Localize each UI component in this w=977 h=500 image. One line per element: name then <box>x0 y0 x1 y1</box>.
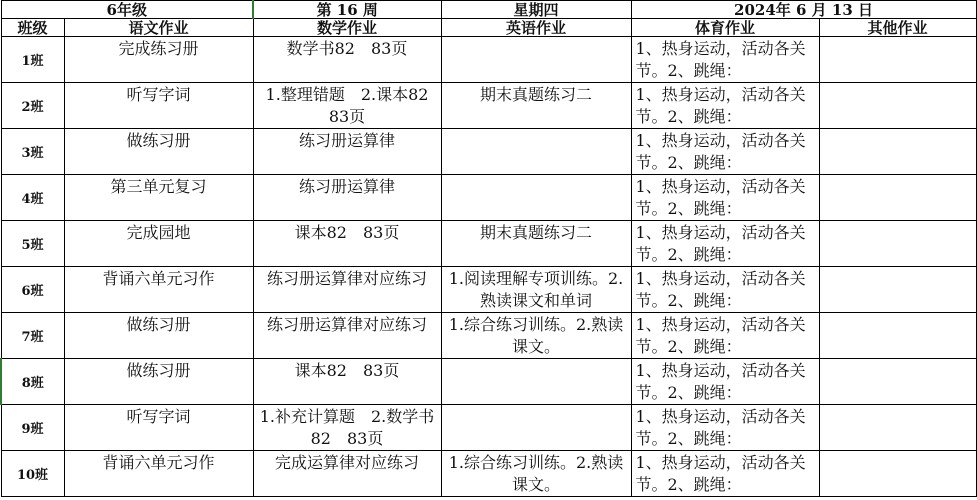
chinese-cell[interactable] <box>64 129 253 175</box>
pe-text: 1、热身运动，活动各关节。2、跳绳： <box>635 360 806 402</box>
english-cell[interactable] <box>441 129 631 175</box>
chinese-cell[interactable] <box>64 37 253 83</box>
math-cell[interactable] <box>253 175 441 221</box>
table-row <box>1 451 976 497</box>
english-cell[interactable] <box>441 451 631 497</box>
pe-cell[interactable] <box>631 405 819 451</box>
english-cell[interactable] <box>441 313 631 359</box>
math-cell[interactable] <box>253 129 441 175</box>
grade-cell[interactable]: 6年级 <box>1 1 253 19</box>
math-text: 练习册运算律 <box>298 176 395 196</box>
english-text <box>442 130 631 174</box>
math-cell[interactable] <box>253 267 441 313</box>
chinese-text: 做练习册 <box>126 360 191 380</box>
english-text <box>442 406 631 450</box>
pe-cell[interactable] <box>631 83 819 129</box>
english-text: 1.综合练习训练。2.熟读课文。 <box>448 452 624 494</box>
pe-text: 1、热身运动，活动各关节。2、跳绳： <box>635 130 806 172</box>
pe-text: 1、热身运动，活动各关节。2、跳绳： <box>635 38 806 80</box>
class-cell[interactable]: 2班 <box>1 83 64 129</box>
other-text <box>820 130 976 174</box>
other-cell[interactable] <box>819 405 976 451</box>
class-cell[interactable]: 8班 <box>1 359 64 405</box>
banner-row <box>1 1 976 19</box>
english-cell[interactable] <box>441 221 631 267</box>
chinese-cell[interactable] <box>64 83 253 129</box>
header-class[interactable]: 班级 <box>1 19 64 37</box>
other-cell[interactable] <box>819 359 976 405</box>
header-pe[interactable]: 体育作业 <box>631 19 819 37</box>
other-cell[interactable] <box>819 267 976 313</box>
chinese-cell[interactable] <box>64 313 253 359</box>
english-text: 1.综合练习训练。2.熟读课文。 <box>448 314 624 356</box>
other-cell[interactable] <box>819 129 976 175</box>
pe-cell[interactable] <box>631 313 819 359</box>
chinese-cell[interactable] <box>64 221 253 267</box>
header-english[interactable]: 英语作业 <box>441 19 631 37</box>
pe-cell[interactable] <box>631 451 819 497</box>
chinese-cell[interactable] <box>64 175 253 221</box>
math-cell[interactable] <box>253 83 445 129</box>
pe-text: 1、热身运动，活动各关节。2、跳绳： <box>635 452 806 494</box>
english-cell[interactable] <box>441 267 631 313</box>
pe-text: 1、热身运动，活动各关节。2、跳绳： <box>635 222 806 264</box>
other-text <box>820 222 976 266</box>
other-cell[interactable] <box>819 37 976 83</box>
weekday-cell[interactable]: 星期四 <box>441 1 631 19</box>
math-cell[interactable] <box>253 221 441 267</box>
other-text <box>820 452 976 496</box>
pe-cell[interactable] <box>631 37 819 83</box>
class-cell[interactable]: 7班 <box>1 313 64 359</box>
chinese-text: 听写字词 <box>126 84 191 104</box>
chinese-text: 第三单元复习 <box>110 176 207 196</box>
pe-text: 1、热身运动，活动各关节。2、跳绳： <box>635 406 806 448</box>
table-row <box>1 175 976 221</box>
other-text <box>820 84 976 128</box>
math-text: 数学书82 83页 <box>286 38 408 58</box>
math-text: 课本82 83页 <box>294 360 400 380</box>
table-row <box>1 129 976 175</box>
math-cell[interactable] <box>253 359 441 405</box>
pe-text: 1、热身运动，活动各关节。2、跳绳： <box>635 84 806 126</box>
other-text <box>820 314 976 358</box>
pe-text: 1、热身运动，活动各关节。2、跳绳： <box>635 314 806 356</box>
other-text <box>820 268 976 312</box>
math-text: 完成运算律对应练习 <box>274 452 419 472</box>
math-text: 练习册运算律对应练习 <box>266 268 427 288</box>
pe-text: 1、热身运动，活动各关节。2、跳绳： <box>635 268 806 310</box>
chinese-text: 做练习册 <box>126 314 191 334</box>
other-cell[interactable] <box>819 83 976 129</box>
header-math[interactable]: 数学作业 <box>253 19 441 37</box>
english-cell[interactable] <box>441 405 631 451</box>
math-cell[interactable] <box>253 451 441 497</box>
pe-cell[interactable] <box>631 221 819 267</box>
class-cell[interactable]: 3班 <box>1 129 64 175</box>
other-text <box>820 360 976 404</box>
math-text: 课本82 83页 <box>294 222 400 242</box>
pe-cell[interactable] <box>631 359 819 405</box>
chinese-cell[interactable] <box>64 267 253 313</box>
class-cell[interactable]: 9班 <box>1 405 64 451</box>
class-cell[interactable]: 4班 <box>1 175 64 221</box>
english-cell[interactable] <box>441 175 631 221</box>
math-cell[interactable] <box>253 313 441 359</box>
pe-cell[interactable] <box>631 267 819 313</box>
class-cell[interactable]: 5班 <box>1 221 64 267</box>
chinese-text: 完成园地 <box>126 222 191 242</box>
class-cell[interactable]: 10班 <box>1 451 64 497</box>
english-cell[interactable] <box>441 359 631 405</box>
english-text <box>442 176 631 220</box>
math-text: 1.整理错题 2.课本82 83页 <box>265 84 445 126</box>
chinese-text: 做练习册 <box>126 130 191 150</box>
class-cell[interactable]: 1班 <box>1 37 64 83</box>
chinese-text: 完成练习册 <box>118 38 199 58</box>
english-text: 1.阅读理解专项训练。2.熟读课文和单词 <box>448 268 624 310</box>
header-row <box>1 19 976 37</box>
header-other[interactable]: 其他作业 <box>819 19 976 37</box>
pe-cell[interactable] <box>631 129 819 175</box>
math-text: 1.补充计算题 2.数学书82 83页 <box>259 406 435 448</box>
english-text <box>442 360 631 404</box>
header-chinese[interactable]: 语文作业 <box>64 19 253 37</box>
table-row <box>1 83 976 129</box>
table-row <box>1 267 976 313</box>
other-cell[interactable] <box>819 221 976 267</box>
english-text: 期末真题练习二 <box>479 84 592 104</box>
english-cell[interactable] <box>441 83 631 129</box>
math-cell[interactable] <box>253 405 441 451</box>
chinese-cell[interactable] <box>64 405 253 451</box>
other-text <box>820 38 976 82</box>
week-cell[interactable]: 第 16 周 <box>253 1 441 19</box>
pe-text: 1、热身运动，活动各关节。2、跳绳： <box>635 176 806 218</box>
math-cell[interactable] <box>253 37 441 83</box>
table-row <box>1 313 976 359</box>
other-cell[interactable] <box>819 175 976 221</box>
chinese-cell[interactable] <box>64 359 253 405</box>
other-cell[interactable] <box>819 313 976 359</box>
other-text <box>820 176 976 220</box>
class-cell[interactable]: 6班 <box>1 267 64 313</box>
chinese-cell[interactable] <box>64 451 253 497</box>
chinese-text: 背诵六单元习作 <box>102 452 215 472</box>
table-row <box>1 405 976 451</box>
chinese-text: 听写字词 <box>126 406 191 426</box>
english-text: 期末真题练习二 <box>479 222 592 242</box>
english-cell[interactable] <box>441 37 631 83</box>
table-row <box>1 37 976 83</box>
math-text: 练习册运算律 <box>298 130 395 150</box>
pe-cell[interactable] <box>631 175 819 221</box>
table-row <box>1 221 976 267</box>
english-text <box>442 38 631 82</box>
date-cell[interactable]: 2024年 6 月 13 日 <box>631 1 976 19</box>
other-cell[interactable] <box>819 451 976 497</box>
math-text: 练习册运算律对应练习 <box>266 314 427 334</box>
table-row <box>1 359 976 405</box>
chinese-text: 背诵六单元习作 <box>102 268 215 288</box>
other-text <box>820 406 976 450</box>
